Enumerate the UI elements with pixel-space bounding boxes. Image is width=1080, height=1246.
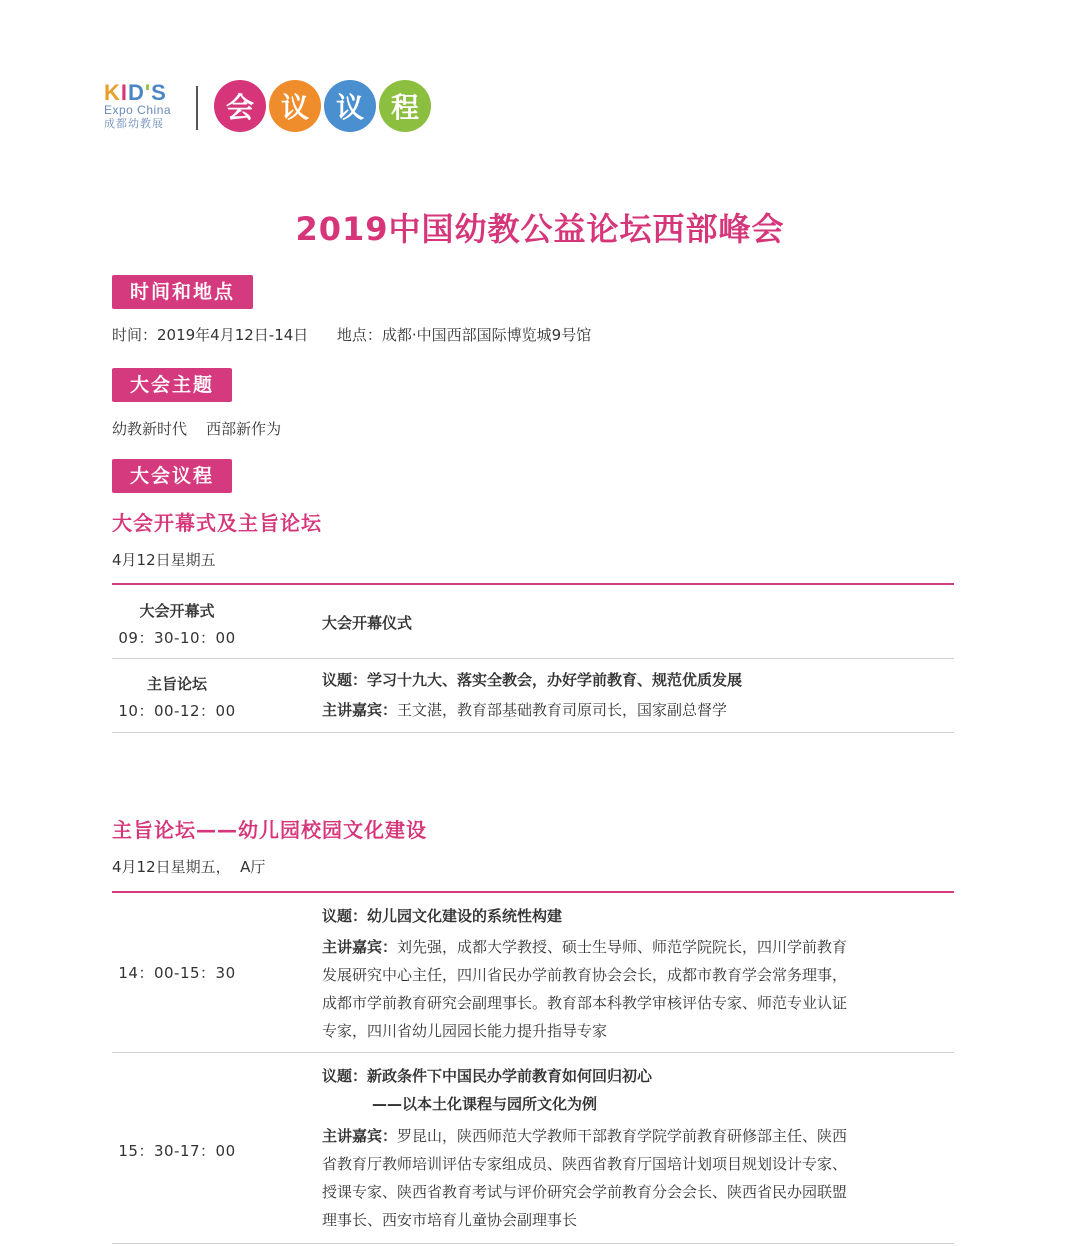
speaker-text: 刘先强，成都大学教授、硕士生导师、师范学院院长，四川学前教育: [397, 938, 848, 956]
row-topic-line: [322, 1062, 902, 1090]
agenda1-date: 4月12日星期五: [112, 551, 216, 569]
time-place-text: 时间：2019年4月12日-14日 地点：成都·中国西部国际博览城9号馆: [112, 326, 592, 344]
row-topic: 大会开幕仪式: [322, 614, 413, 632]
row-divider: [112, 658, 954, 659]
row-topic-line: [322, 666, 902, 694]
table-row-content: [322, 902, 902, 1045]
row-divider: [112, 1243, 954, 1244]
table-row-time-cell: [112, 673, 242, 721]
logo-kids-wordmark: [104, 82, 184, 104]
circle-char: 议: [324, 80, 376, 132]
row-speaker-block: [322, 933, 902, 1045]
speaker-text: 罗昆山，陕西师范大学教师干部教育学院学前教育研修部主任、陕西: [397, 1127, 848, 1145]
table-row-content: [322, 666, 902, 724]
row-title: 大会开幕式: [139, 602, 215, 620]
speaker-label: 主讲嘉宾：: [322, 1127, 398, 1145]
logo-cn-name: 成都幼教展: [104, 117, 164, 130]
logo-letter: I: [120, 80, 129, 105]
table-row-content: [322, 609, 902, 637]
row-topic: 新政条件下中国民办学前教育如何回归初心: [367, 1067, 653, 1085]
row-divider: [112, 732, 954, 733]
logo-letter: D: [128, 80, 145, 105]
header-divider: [196, 86, 198, 130]
row-time: 15：30-17：00: [118, 1142, 236, 1160]
theme-badge: 大会主题: [112, 368, 232, 402]
speaker-line: 省教育厅教师培训评估专家组成员、陕西省教育厅国培计划项目规划设计专家、: [322, 1155, 848, 1173]
row-topic-sub: ——以本土化课程与园所文化为例: [372, 1095, 598, 1113]
logo-expo-text: Expo China: [104, 103, 172, 117]
speaker-label: 主讲嘉宾：: [322, 938, 398, 956]
table-row-time-cell: [112, 962, 242, 983]
row-speaker-line: [322, 696, 902, 724]
table-top-line: [112, 891, 954, 893]
page-header: [104, 80, 504, 140]
speaker-line: 专家，四川省幼儿园园长能力提升指导专家: [322, 1022, 608, 1040]
table-top-line: [112, 583, 954, 585]
agenda2-date: 4月12日星期五， A厅: [112, 858, 266, 876]
kids-expo-logo: [104, 82, 184, 130]
speaker-line: [322, 1122, 902, 1150]
circle-char: 程: [379, 80, 431, 132]
row-topic-line: [322, 902, 902, 930]
speaker-line: 成都市学前教育研究会副理事长。教育部本科教学审核评估专家、师范专业认证: [322, 994, 848, 1012]
row-divider: [112, 1052, 954, 1053]
row-topic: 学习十九大、落实全教会，办好学前教育、规范优质发展: [367, 671, 743, 689]
speaker-label: 主讲嘉宾：: [322, 701, 398, 719]
speaker-line: 理事长、西安市培育儿童协会副理事长: [322, 1211, 578, 1229]
theme-text: 幼教新时代 西部新作为: [112, 420, 282, 438]
row-title: 主旨论坛: [146, 675, 207, 693]
agenda2-title: 主旨论坛——幼儿园校园文化建设: [112, 818, 427, 842]
speaker-line: [322, 933, 902, 961]
speaker-line: 发展研究中心主任，四川省民办学前教育协会会长，成都市教育学会常务理事，: [322, 966, 848, 984]
topic-label: 议题：: [322, 1067, 368, 1085]
row-time: 10：00-12：00: [118, 702, 236, 720]
topic-label: 议题：: [322, 907, 368, 925]
table-row-content: [322, 1062, 902, 1234]
row-time: 09：30-10：00: [118, 629, 236, 647]
logo-letter: S: [151, 80, 167, 105]
agenda1-title: 大会开幕式及主旨论坛: [112, 511, 322, 535]
logo-letter: K: [104, 80, 121, 105]
time-place-badge: 时间和地点: [112, 275, 253, 309]
row-speaker: 王文湛，教育部基础教育司原司长，国家副总督学: [397, 701, 728, 719]
agenda-heading-circles: [214, 80, 431, 132]
table-row-time-cell: [112, 600, 242, 648]
row-speaker-block: [322, 1122, 902, 1234]
circle-char: 会: [214, 80, 266, 132]
logo-letter: ': [144, 80, 152, 105]
circle-char: 议: [269, 80, 321, 132]
agenda-badge: 大会议程: [112, 459, 232, 493]
speaker-line: 授课专家、陕西省教育考试与评价研究会学前教育分会会长、陕西省民办园联盟: [322, 1183, 848, 1201]
row-time: 14：00-15：30: [118, 964, 236, 982]
row-topic: 幼儿园文化建设的系统性构建: [367, 907, 563, 925]
topic-label: 议题：: [322, 671, 368, 689]
table-row-time-cell: [112, 1140, 242, 1161]
page-title: 2019中国幼教公益论坛西部峰会: [295, 210, 785, 248]
